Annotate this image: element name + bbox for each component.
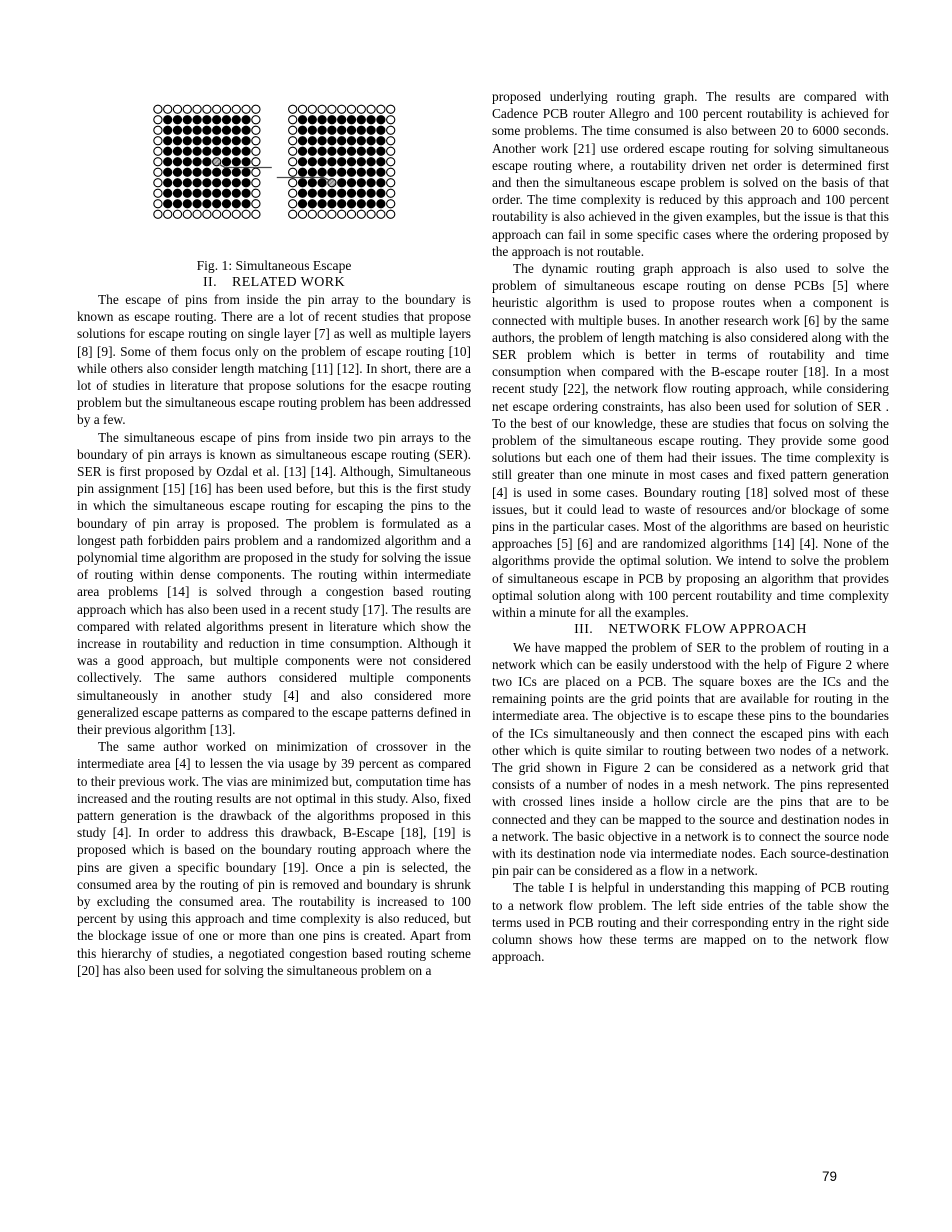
left-column	[77, 88, 471, 979]
section-number: II.	[202, 274, 217, 290]
paragraph-related-work-3: The same author worked on minimization of crossover in the intermediate area [4] to lessen the via usage by 39 percent as compared to their previous work. The vias are minimized but, computation time has increased and the routing results are not optimal in this study. Also, fixed pattern generation is the drawback of the algorithms proposed in this study [4]. In order to address this drawback, B-Escape [18], [19] is proposed which is based on the boundary routing approach where the pins are given a specific boundary [19]. Once a pin is selected, the consumed area by the routing of pin is removed and boundary is shrunk by excluding the consumed area. The routability is increased to 100 percent by using this approach and time complexity is also reduced, but the blockage issue of one or more than one pins is created. Apart from this hierarchy of studies, a negotiated congestion based routing scheme [20] has also been used for solving the simultaneous problem on a	[77, 739, 471, 978]
pin-array-figure	[77, 103, 471, 221]
section-number: III.	[574, 622, 594, 638]
paragraph-related-work-2: The simultaneous escape of pins from inside two pin arrays to the boundary of pin arrays is known as simultaneous escape routing (SER). SER is first proposed by Ozdal et al. [13] [14]. Although, Simultaneous pin assignment [15] [16] has been used before, but this is the first study in which the simultaneous escape routing for escaping the pins to the boundary of pin array is proposed. The problem is formulated as a longest path forbidden pairs problem and a randomized algorithm and a polynomial time algorithm are proposed in the study for solving the issue of routing within dense components. The routing within intermediate area problems [14] is solved through a congestion based routing approach which has also been used in a recent study [17]. The results are compared with related algorithms present in literature which show the increase in routability and reduction in time consumption. Although it was a good approach, but multiple components were not considered collectively. The same authors considered multiple components simultaneously in another study [4] and also considered more generalized escape patterns as compared to the escape patterns defined in their previous algorithm [13].	[77, 429, 471, 737]
section-title: RELATED WORK	[231, 274, 346, 290]
paragraph-continuation-1: proposed underlying routing graph. The results are compared with Cadence PCB router Allegro and 100 percent routability is achieved for some problems. The time consumed is also between 20 to 6000 seconds. Another work [21] use ordered escape routing for solving simultaneous escape routing where, a routability driven net order is determined first and then the simultaneous escape problem is solved on the basis of that order. The time complexity is reduced by this approach and 100 percent routability is also achieved in the given examples, but the issue is that this approach can fail in some specific cases where the ordering proposed by the approach is not routable.	[492, 89, 889, 259]
paragraph-related-work-1: The escape of pins from inside the pin array to the boundary is known as escape routing. There are a lot of recent studies that propose solutions for escape routing on single layer [7] as well as multiple layers [8] [9]. Some of them focus only on the problem of escape routing [10] while others also consider length matching [11] [12]. In short, there are a lot of studies in literature that propose solutions for the esacpe routing problem but the simultaneous escape routing problem has been addressed by a few.	[77, 291, 471, 428]
paragraph-continuation-2: The dynamic routing graph approach is also used to solve the problem of simultaneous escape routing on dense PCBs [5] where heuristic algorithm is used to propose routes when a component is connected with multiple buses. In another research work [6] by the same authors, the problem of length matching is also considered along with the SER problem which is better in terms of routability and time consumption when compared with the B-escape router [18]. In a most recent study [22], the network flow routing approach, while considering net escape ordering constraints, has also been used for solution of SER . To the best of our knowledge, these are studies that focus on solving the problem of the simultaneous escape routing. They provide some good solutions but each one of them had their issues. The time complexity is still greater than one minute in most cases and fixed pattern generation [4] is used in some cases. Boundary routing [18] solved most of these issues, but it could lead to waste of resources and/or blockage of some pins in the particular cases. Most of the algorithms are based on heuristic approaches [5] [6] and are randomized algorithms [14] [4]. None of the algorithms provide the optimal solution. We intend to solve the problem of simultaneous escape in PCB by proposing an algorithm that provides optimal solution along with 100 percent routability and time complexity within a minute for all the examples.	[492, 261, 889, 621]
right-column	[492, 88, 889, 965]
paragraph-network-flow-1: We have mapped the problem of SER to the problem of routing in a network which can be easily understood with the help of Figure 2 where two ICs are placed on a PCB. The square boxes are the ICs and the remaining points are the grid points that are available for routing in the intermediate area. The objective is to escape these pins to the boundaries of the ICs simultaneously and then connect the escaped pins with each other which is quite similar to routing between two nodes of a network. The grid shown in Figure 2 can be considered as a network grid that consists of a number of nodes in a mesh network. The pins represented with crossed lines inside a hollow circle are the pins that are to be connected and they can be mapped to the source and destination nodes in a network. The basic objective in a network is to connect the source node with its destination node via intermediate nodes. Each source-destination pin pair can be considered as a flow in a network.	[492, 639, 889, 879]
figure-1	[77, 103, 471, 274]
section-title: NETWORK FLOW APPROACH	[608, 622, 807, 638]
page-number: 79	[822, 1169, 838, 1184]
paragraph-network-flow-2: The table I is helpful in understanding this mapping of PCB routing to a network flow problem. The left side entries of the table show the terms used in PCB routing and their corresponding entry in the right side column shows how these terms are mapped on to the network flow approach.	[492, 880, 889, 965]
section-heading-related-work	[77, 274, 471, 291]
figure-1-caption: Fig. 1: Simultaneous Escape	[196, 257, 352, 273]
section-heading-network-flow	[492, 621, 889, 638]
